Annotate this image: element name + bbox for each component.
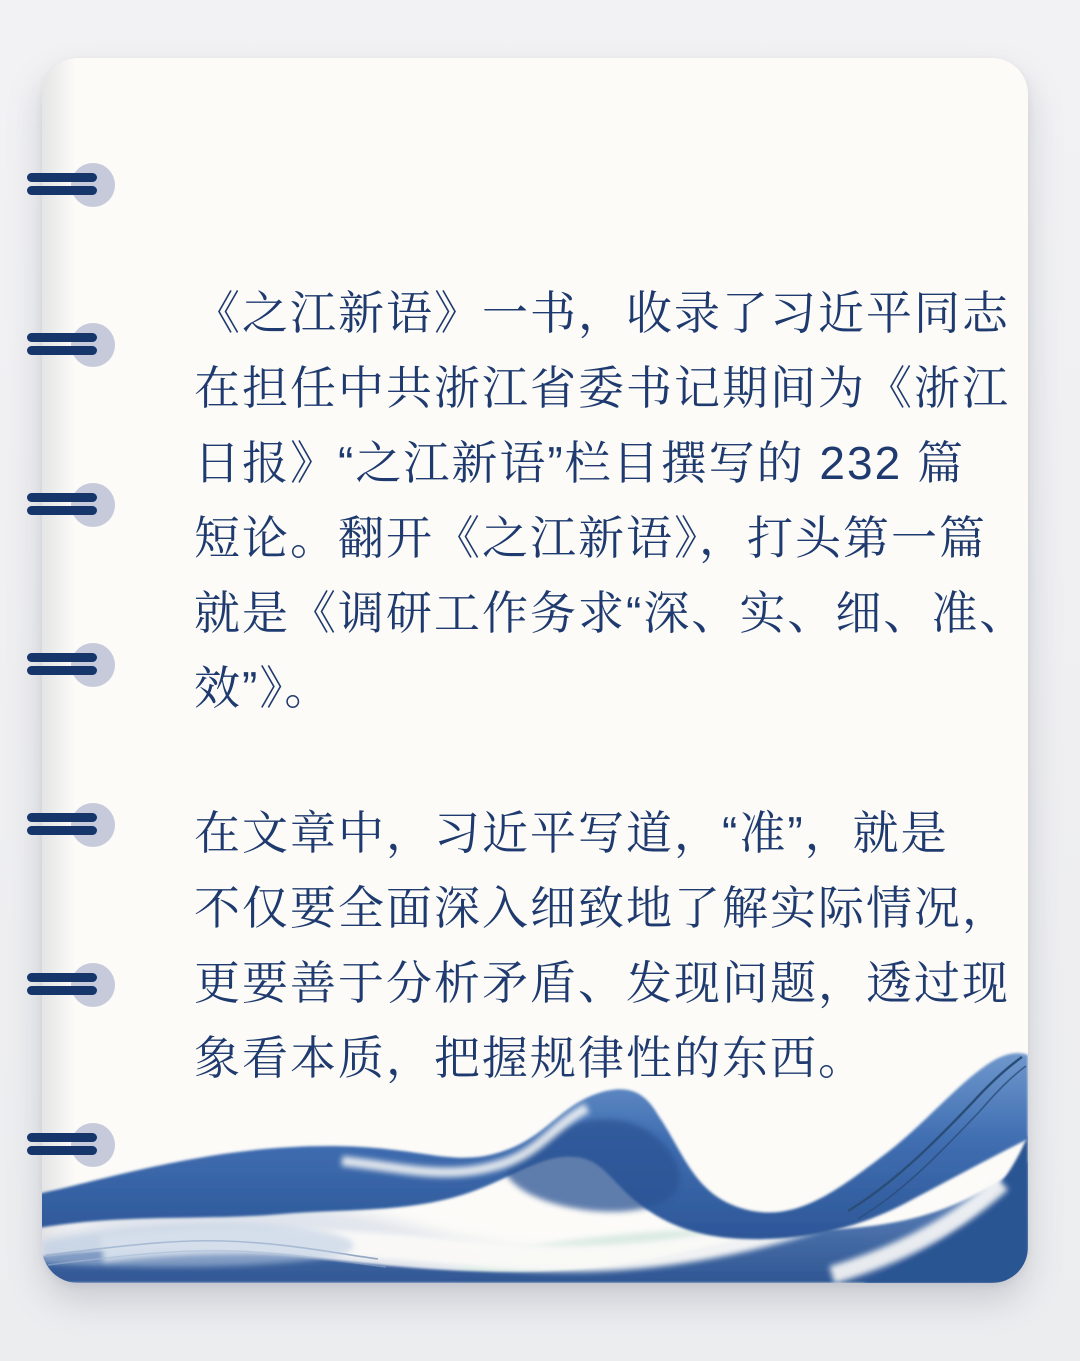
- text-line: 短论。翻开《之江新语》，打头第一篇: [194, 512, 987, 564]
- binder-ring: [0, 795, 140, 855]
- text-line: 象看本质，把握规律性的东西。: [194, 1032, 866, 1084]
- paragraph-1: [194, 276, 1028, 726]
- paragraph-2: [194, 796, 1014, 1096]
- ring-hole: [71, 323, 115, 367]
- binder-rings: [0, 0, 140, 1361]
- article-text: [194, 276, 1028, 1166]
- ring-hole: [71, 963, 115, 1007]
- binder-ring: [0, 315, 140, 375]
- binder-ring: [0, 635, 140, 695]
- ring-clip-bar: [27, 1133, 97, 1142]
- text-line: 在文章中，习近平写道，“准”，就是: [194, 807, 949, 859]
- text-line: 《之江新语》一书，收录了习近平同志: [194, 287, 1010, 339]
- ring-clip-bar: [27, 986, 97, 995]
- binder-ring: [0, 955, 140, 1015]
- text-line: 更要善于分析矛盾、发现问题，透过现: [194, 957, 1010, 1009]
- ring-clip-bar: [27, 493, 97, 502]
- ring-clip-bar: [27, 333, 97, 342]
- ring-hole: [71, 643, 115, 687]
- ring-hole: [71, 163, 115, 207]
- ring-clip-bar: [27, 666, 97, 675]
- text-line: 不仅要全面深入细致地了解实际情况，: [194, 882, 1010, 934]
- ring-clip-bar: [27, 346, 97, 355]
- text-line: 在担任中共浙江省委书记期间为《浙江: [194, 362, 1010, 414]
- ring-clip-bar: [27, 826, 97, 835]
- ring-clip-bar: [27, 813, 97, 822]
- text-line: 就是《调研工作务求“深、实、细、准、: [194, 587, 1028, 639]
- notebook-page-card: [42, 58, 1028, 1283]
- ring-clip-bar: [27, 506, 97, 515]
- text-line: 效”》。: [194, 662, 333, 714]
- ring-clip-bar: [27, 1146, 97, 1155]
- ring-clip-bar: [27, 173, 97, 182]
- binder-ring: [0, 475, 140, 535]
- ring-hole: [71, 483, 115, 527]
- ring-clip-bar: [27, 653, 97, 662]
- ring-hole: [71, 1123, 115, 1167]
- text-line: 日报》“之江新语”栏目撰写的 232 篇: [194, 437, 965, 489]
- ring-clip-bar: [27, 186, 97, 195]
- ring-hole: [71, 803, 115, 847]
- binder-ring: [0, 1115, 140, 1175]
- binder-ring: [0, 155, 140, 215]
- ring-clip-bar: [27, 973, 97, 982]
